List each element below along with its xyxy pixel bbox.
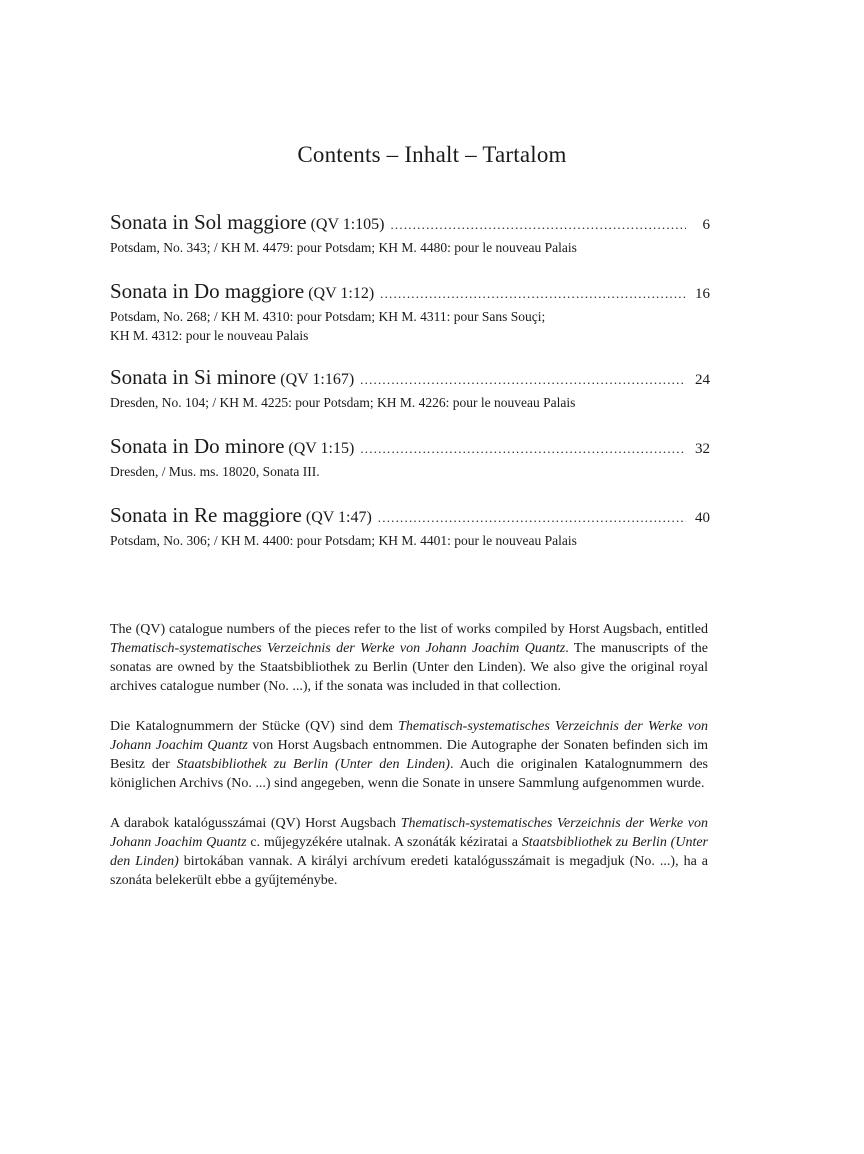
toc-entry-page: 16 [695,286,710,302]
toc-entry-heading [110,279,710,307]
toc-entry-detail: Dresden, / Mus. ms. 18020, Sonata III. [110,464,320,479]
toc-entry-heading [110,210,710,238]
toc-entry-title: Sonata in Do minore [110,434,285,458]
toc-entry-heading [110,503,710,531]
note-text: . The manuscripts of the sonatas are owned by the Staatsbibliothek zu Berlin (Unter den Linden). We also give the original royal archives catalogue number (No. ...), if the sonata was included in that collection. [110,641,709,694]
toc-entry [110,210,710,257]
toc-entry-page: 24 [695,372,710,388]
dot-leader [360,372,686,388]
toc-entry [110,434,710,481]
toc-entry-page: 6 [702,217,710,233]
toc-entry-title: Sonata in Do maggiore [110,279,305,303]
toc-entry-title: Sonata in Sol maggiore [110,210,307,234]
toc-entry-catalogue: (QV 1:167) [280,371,355,388]
toc-entry-page: 32 [695,441,710,457]
notes-section [110,620,708,911]
note-german [110,717,708,793]
note-italic-title: Thematisch-systematisches Verzeichnis der Werke von Johann Joachim Quantz [110,816,709,850]
note-text: birtokában vannak. A királyi archívum eredeti katalógusszámait is megadjuk (No. ...), ha a szonáta belekerült ebbe a gyűjteménybe. [110,854,709,888]
dot-leader [380,286,686,302]
toc-entry-detail: KH M. 4312: pour le nouveau Palais [110,328,309,343]
note-text: Die Katalognummern der Stücke (QV) sind dem [110,719,399,734]
note-text: . Auch die originalen Katalognummern des königlichen Archivs (No. ...) sind angegeben, wenn die Sonate in unsere Sammlung aufgenommen wurde. [110,757,708,791]
table-of-contents [110,210,710,550]
toc-entry-catalogue: (QV 1:47) [305,509,372,526]
toc-entry [110,365,710,412]
toc-entry-title: Sonata in Si minore [110,365,277,389]
toc-entry-detail: Potsdam, No. 343; / KH M. 4479: pour Potsdam; KH M. 4480: pour le nouveau Palais [110,240,577,255]
dot-leader [378,510,686,526]
toc-entry-heading [110,365,710,393]
toc-entry-catalogue: (QV 1:12) [308,285,375,302]
toc-entry [110,503,710,550]
note-italic-title: Thematisch-systematisches Verzeichnis der Werke von Johann Joachim Quantz [110,719,708,753]
dot-leader [360,441,686,457]
note-text: von Horst Augsbach entnommen. Die Autographe der Sonaten befinden sich im Besitz der [110,738,708,772]
note-italic-library: Staatsbibliothek zu Berlin (Unter den Linden) [176,757,450,772]
toc-entry-heading [110,434,710,462]
toc-entry-detail: Potsdam, No. 306; / KH M. 4400: pour Potsdam; KH M. 4401: pour le nouveau Palais [110,533,577,548]
note-hungarian [110,814,708,890]
note-text: A darabok katalógusszámai (QV) Horst Augsbach [110,816,401,831]
note-italic-title: Thematisch-systematisches Verzeichnis der Werke von Johann Joachim Quantz [110,641,566,656]
toc-entry-catalogue: (QV 1:105) [310,216,385,233]
dot-leader [390,217,686,233]
toc-entry-title: Sonata in Re maggiore [110,503,302,527]
note-italic-library: Staatsbibliothek zu Berlin (Unter den Linden) [110,835,708,869]
toc-entry-catalogue: (QV 1:15) [288,440,355,457]
page-title: Contents – Inhalt – Tartalom [297,142,567,167]
note-english [110,620,708,696]
toc-entry-page: 40 [695,510,710,526]
note-text: The (QV) catalogue numbers of the pieces refer to the list of works compiled by Horst Augsbach, entitled [110,622,708,637]
note-text: c. műjegyzékére utalnak. A szonáták kéziratai a [246,835,522,850]
toc-entry-detail: Dresden, No. 104; / KH M. 4225: pour Potsdam; KH M. 4226: pour le nouveau Palais [110,395,576,410]
toc-entry [110,279,710,345]
toc-entry-detail: Potsdam, No. 268; / KH M. 4310: pour Potsdam; KH M. 4311: pour Sans Souçi; [110,309,546,324]
